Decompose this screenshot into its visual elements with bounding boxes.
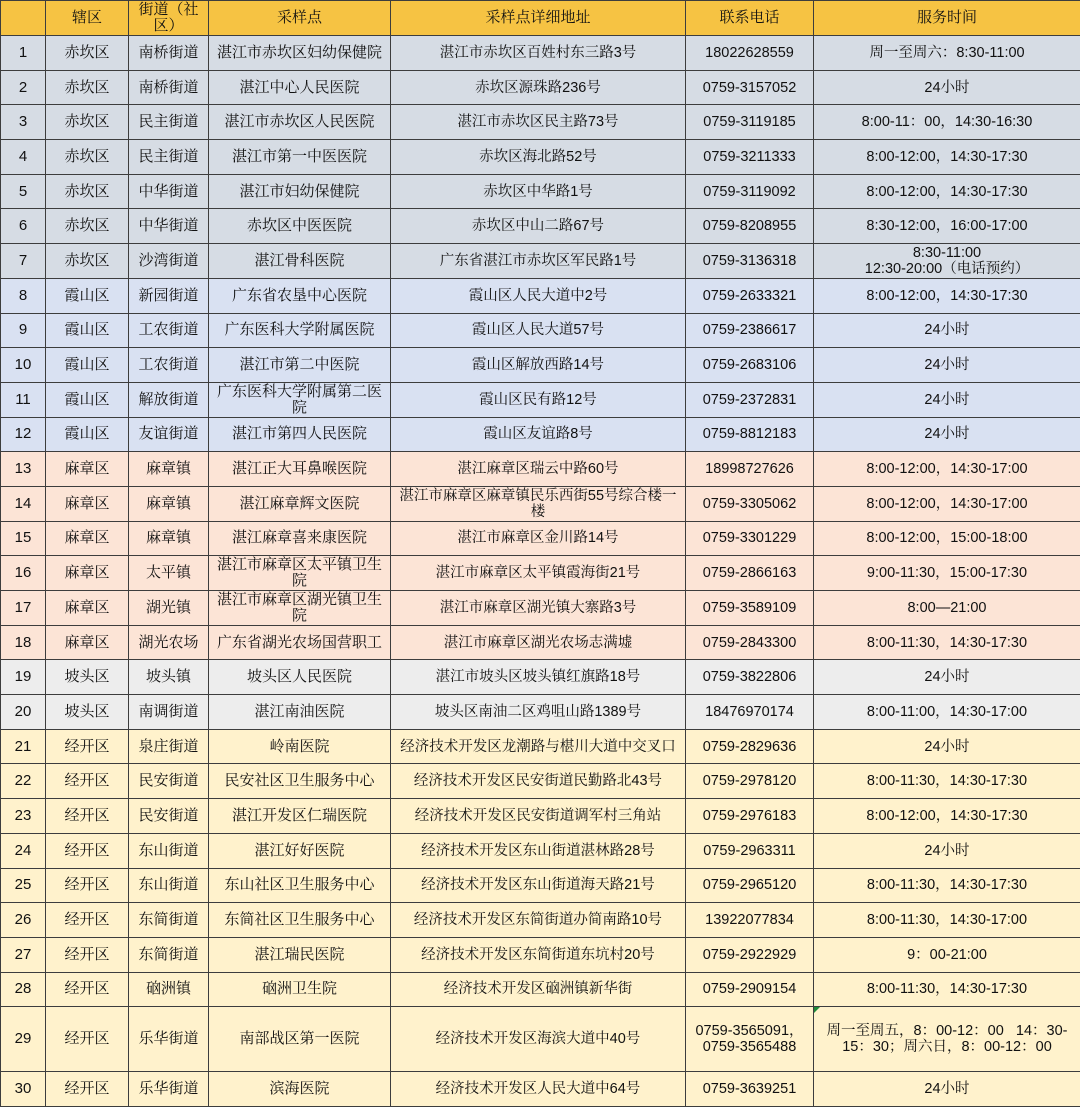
sampling-site-cell: 广东医科大学附属医院 xyxy=(209,313,391,348)
table-row xyxy=(1,695,1080,730)
street-cell: 麻章镇 xyxy=(129,452,209,487)
table-row xyxy=(1,729,1080,764)
sampling-site-cell: 硇洲卫生院 xyxy=(209,972,391,1007)
street-cell: 硇洲镇 xyxy=(129,972,209,1007)
header-site: 采样点 xyxy=(209,1,391,36)
row-number: 29 xyxy=(1,1007,46,1072)
address-cell: 霞山区人民大道中2号 xyxy=(391,278,686,313)
table-row xyxy=(1,348,1080,383)
phone-cell: 0759-3822806 xyxy=(686,660,814,695)
sampling-site-cell: 湛江瑞民医院 xyxy=(209,937,391,972)
table-row xyxy=(1,625,1080,660)
phone-cell: 0759-2386617 xyxy=(686,313,814,348)
table-row xyxy=(1,313,1080,348)
street-cell: 工农街道 xyxy=(129,313,209,348)
table-row xyxy=(1,452,1080,487)
row-number: 7 xyxy=(1,244,46,279)
street-cell: 太平镇 xyxy=(129,556,209,591)
service-hours-cell: 24小时 xyxy=(814,70,1080,105)
address-cell: 坡头区南油二区鸡咀山路1389号 xyxy=(391,695,686,730)
street-cell: 东山街道 xyxy=(129,868,209,903)
sampling-site-cell: 广东省湖光农场国营职工 xyxy=(209,625,391,660)
table-row xyxy=(1,209,1080,244)
row-number: 12 xyxy=(1,417,46,452)
service-hours-cell: 24小时 xyxy=(814,660,1080,695)
sampling-site-cell: 湛江骨科医院 xyxy=(209,244,391,279)
district-cell: 霞山区 xyxy=(46,417,129,452)
district-cell: 霞山区 xyxy=(46,348,129,383)
header-address: 采样点详细地址 xyxy=(391,1,686,36)
service-hours-cell: 8:00-12:00，14:30-17:30 xyxy=(814,278,1080,313)
phone-cell: 0759-2683106 xyxy=(686,348,814,383)
table-row xyxy=(1,868,1080,903)
district-cell: 经开区 xyxy=(46,868,129,903)
address-cell: 经济技术开发区东简街道办简南路10号 xyxy=(391,903,686,938)
street-cell: 乐华街道 xyxy=(129,1007,209,1072)
service-hours-cell: 9：00-21:00 xyxy=(814,937,1080,972)
service-hours-cell: 8:00-11:30，14:30-17:00 xyxy=(814,903,1080,938)
table-row xyxy=(1,764,1080,799)
district-cell: 经开区 xyxy=(46,799,129,834)
row-number: 13 xyxy=(1,452,46,487)
street-cell: 中华街道 xyxy=(129,174,209,209)
service-hours-text: 周一至周五，8：00-12：00 14：30-15：30；周六日，8：00-12：00 xyxy=(826,1023,1068,1056)
sampling-site-cell: 湛江开发区仁瑞医院 xyxy=(209,799,391,834)
row-number: 19 xyxy=(1,660,46,695)
row-number: 17 xyxy=(1,591,46,626)
address-cell: 霞山区友谊路8号 xyxy=(391,417,686,452)
service-hours-cell: 8:00-12:00，15:00-18:00 xyxy=(814,521,1080,556)
table-row xyxy=(1,417,1080,452)
row-number: 23 xyxy=(1,799,46,834)
sampling-site-cell: 广东医科大学附属第二医院 xyxy=(209,382,391,417)
district-cell: 麻章区 xyxy=(46,521,129,556)
address-cell: 经济技术开发区东山街道湛林路28号 xyxy=(391,833,686,868)
district-cell: 赤坎区 xyxy=(46,174,129,209)
phone-cell: 0759-3639251 xyxy=(686,1071,814,1106)
table-row xyxy=(1,105,1080,140)
table-row xyxy=(1,903,1080,938)
table-row xyxy=(1,244,1080,279)
row-number: 5 xyxy=(1,174,46,209)
corner-indicator-icon xyxy=(814,1007,820,1013)
street-cell: 南桥街道 xyxy=(129,70,209,105)
address-cell: 霞山区解放西路14号 xyxy=(391,348,686,383)
district-cell: 坡头区 xyxy=(46,695,129,730)
row-number: 1 xyxy=(1,36,46,71)
address-cell: 霞山区人民大道57号 xyxy=(391,313,686,348)
row-number: 25 xyxy=(1,868,46,903)
service-hours-cell: 9:00-11:30，15:00-17:30 xyxy=(814,556,1080,591)
street-cell: 东简街道 xyxy=(129,937,209,972)
table-row xyxy=(1,1071,1080,1106)
service-hours-cell: 8:00-12:00，14:30-17:30 xyxy=(814,140,1080,175)
phone-cell: 0759-2965120 xyxy=(686,868,814,903)
district-cell: 赤坎区 xyxy=(46,244,129,279)
row-number: 10 xyxy=(1,348,46,383)
address-cell: 经济技术开发区硇洲镇新华街 xyxy=(391,972,686,1007)
table-row xyxy=(1,70,1080,105)
service-hours-cell: 8:00-11:30，14:30-17:30 xyxy=(814,972,1080,1007)
address-cell: 经济技术开发区民安街道民勤路北43号 xyxy=(391,764,686,799)
sampling-site-cell: 湛江市第二中医院 xyxy=(209,348,391,383)
street-cell: 中华街道 xyxy=(129,209,209,244)
row-number: 28 xyxy=(1,972,46,1007)
sampling-site-cell: 湛江麻章喜来康医院 xyxy=(209,521,391,556)
service-hours-cell: 24小时 xyxy=(814,417,1080,452)
service-hours-cell: 8:00-11:30，14:30-17:30 xyxy=(814,625,1080,660)
service-hours-cell: 24小时 xyxy=(814,833,1080,868)
table-row xyxy=(1,278,1080,313)
service-hours-cell xyxy=(814,1007,1080,1072)
sampling-site-cell: 滨海医院 xyxy=(209,1071,391,1106)
row-number: 8 xyxy=(1,278,46,313)
district-cell: 霞山区 xyxy=(46,382,129,417)
service-hours-cell: 24小时 xyxy=(814,382,1080,417)
table-row xyxy=(1,382,1080,417)
service-hours-cell: 8:00-11:30，14:30-17:30 xyxy=(814,764,1080,799)
sampling-site-cell: 湛江市赤坎区人民医院 xyxy=(209,105,391,140)
district-cell: 经开区 xyxy=(46,729,129,764)
sampling-site-cell: 湛江中心人民医院 xyxy=(209,70,391,105)
header-district: 辖区 xyxy=(46,1,129,36)
phone-cell: 0759-8812183 xyxy=(686,417,814,452)
service-hours-cell: 8:00—21:00 xyxy=(814,591,1080,626)
service-hours-cell: 24小时 xyxy=(814,1071,1080,1106)
sampling-site-cell: 湛江市妇幼保健院 xyxy=(209,174,391,209)
table-row xyxy=(1,521,1080,556)
address-cell: 湛江市麻章区湖光农场志满墟 xyxy=(391,625,686,660)
street-cell: 坡头镇 xyxy=(129,660,209,695)
street-cell: 解放街道 xyxy=(129,382,209,417)
address-cell: 霞山区民有路12号 xyxy=(391,382,686,417)
service-hours-cell: 周一至周六：8:30-11:00 xyxy=(814,36,1080,71)
address-cell: 广东省湛江市赤坎区军民路1号 xyxy=(391,244,686,279)
street-cell: 湖光农场 xyxy=(129,625,209,660)
phone-cell: 0759-3119185 xyxy=(686,105,814,140)
table-row xyxy=(1,174,1080,209)
address-cell: 湛江市坡头区坡头镇红旗路18号 xyxy=(391,660,686,695)
row-number: 2 xyxy=(1,70,46,105)
service-hours-cell: 8:00-12:00，14:30-17:00 xyxy=(814,486,1080,521)
phone-cell: 0759-2963311 xyxy=(686,833,814,868)
district-cell: 经开区 xyxy=(46,937,129,972)
address-cell: 经济技术开发区民安街道调军村三角站 xyxy=(391,799,686,834)
service-hours-cell: 8:00-11:00，14:30-17:00 xyxy=(814,695,1080,730)
street-cell: 湖光镇 xyxy=(129,591,209,626)
district-cell: 麻章区 xyxy=(46,625,129,660)
street-cell: 新园街道 xyxy=(129,278,209,313)
street-cell: 南调街道 xyxy=(129,695,209,730)
phone-cell: 13922077834 xyxy=(686,903,814,938)
street-cell: 民主街道 xyxy=(129,140,209,175)
phone-cell: 0759-3119092 xyxy=(686,174,814,209)
address-cell: 赤坎区海北路52号 xyxy=(391,140,686,175)
phone-cell: 18998727626 xyxy=(686,452,814,487)
table-row xyxy=(1,937,1080,972)
table-row xyxy=(1,556,1080,591)
phone-cell: 18476970174 xyxy=(686,695,814,730)
table-row xyxy=(1,36,1080,71)
address-cell: 赤坎区中华路1号 xyxy=(391,174,686,209)
phone-cell: 0759-2372831 xyxy=(686,382,814,417)
sampling-site-cell: 湛江市麻章区太平镇卫生院 xyxy=(209,556,391,591)
row-number: 11 xyxy=(1,382,46,417)
district-cell: 坡头区 xyxy=(46,660,129,695)
address-cell: 赤坎区中山二路67号 xyxy=(391,209,686,244)
address-cell: 经济技术开发区龙潮路与椹川大道中交叉口 xyxy=(391,729,686,764)
sampling-site-cell: 广东省农垦中心医院 xyxy=(209,278,391,313)
sampling-site-cell: 东简社区卫生服务中心 xyxy=(209,903,391,938)
row-number: 14 xyxy=(1,486,46,521)
street-cell: 东简街道 xyxy=(129,903,209,938)
table-row xyxy=(1,1007,1080,1072)
row-number: 24 xyxy=(1,833,46,868)
district-cell: 麻章区 xyxy=(46,556,129,591)
phone-cell: 0759-2978120 xyxy=(686,764,814,799)
phone-cell: 0759-8208955 xyxy=(686,209,814,244)
phone-cell: 0759-3157052 xyxy=(686,70,814,105)
table-row xyxy=(1,486,1080,521)
table-header xyxy=(1,1,1080,36)
district-cell: 麻章区 xyxy=(46,486,129,521)
row-number: 26 xyxy=(1,903,46,938)
address-cell: 湛江市麻章区太平镇霞海街21号 xyxy=(391,556,686,591)
phone-cell: 0759-2922929 xyxy=(686,937,814,972)
sampling-site-cell: 湛江市第一中医医院 xyxy=(209,140,391,175)
row-number: 15 xyxy=(1,521,46,556)
district-cell: 霞山区 xyxy=(46,278,129,313)
sampling-site-cell: 赤坎区中医医院 xyxy=(209,209,391,244)
sampling-site-cell: 湛江正大耳鼻喉医院 xyxy=(209,452,391,487)
district-cell: 麻章区 xyxy=(46,452,129,487)
table-body xyxy=(1,36,1080,1107)
street-cell: 沙湾街道 xyxy=(129,244,209,279)
street-cell: 麻章镇 xyxy=(129,486,209,521)
row-number: 20 xyxy=(1,695,46,730)
address-cell: 湛江市赤坎区民主路73号 xyxy=(391,105,686,140)
district-cell: 经开区 xyxy=(46,972,129,1007)
address-cell: 经济技术开发区东简街道东坑村20号 xyxy=(391,937,686,972)
district-cell: 经开区 xyxy=(46,1071,129,1106)
row-number: 3 xyxy=(1,105,46,140)
phone-cell: 0759-3211333 xyxy=(686,140,814,175)
service-hours-cell: 8:00-12:00，14:30-17:00 xyxy=(814,452,1080,487)
phone-cell: 0759-3136318 xyxy=(686,244,814,279)
sampling-site-cell: 湛江市第四人民医院 xyxy=(209,417,391,452)
district-cell: 经开区 xyxy=(46,833,129,868)
address-cell: 湛江市麻章区麻章镇民乐西街55号综合楼一楼 xyxy=(391,486,686,521)
sampling-site-cell: 岭南医院 xyxy=(209,729,391,764)
table-row xyxy=(1,833,1080,868)
street-cell: 友谊街道 xyxy=(129,417,209,452)
street-cell: 民主街道 xyxy=(129,105,209,140)
service-hours-cell: 8:00-11:30，14:30-17:30 xyxy=(814,868,1080,903)
phone-cell: 0759-2866163 xyxy=(686,556,814,591)
header-phone: 联系电话 xyxy=(686,1,814,36)
district-cell: 经开区 xyxy=(46,764,129,799)
address-cell: 经济技术开发区人民大道中64号 xyxy=(391,1071,686,1106)
phone-cell: 0759-3301229 xyxy=(686,521,814,556)
sampling-site-cell: 东山社区卫生服务中心 xyxy=(209,868,391,903)
district-cell: 经开区 xyxy=(46,1007,129,1072)
phone-cell: 0759-3305062 xyxy=(686,486,814,521)
sampling-site-cell: 湛江市麻章区湖光镇卫生院 xyxy=(209,591,391,626)
street-cell: 乐华街道 xyxy=(129,1071,209,1106)
address-cell: 湛江市赤坎区百姓村东三路3号 xyxy=(391,36,686,71)
street-cell: 工农街道 xyxy=(129,348,209,383)
header-row xyxy=(1,1,1080,36)
sampling-site-cell: 南部战区第一医院 xyxy=(209,1007,391,1072)
district-cell: 赤坎区 xyxy=(46,36,129,71)
address-cell: 经济技术开发区海滨大道中40号 xyxy=(391,1007,686,1072)
sampling-site-cell: 湛江麻章辉文医院 xyxy=(209,486,391,521)
phone-cell: 0759-2633321 xyxy=(686,278,814,313)
street-cell: 民安街道 xyxy=(129,799,209,834)
address-cell: 湛江市麻章区湖光镇大寨路3号 xyxy=(391,591,686,626)
service-hours-cell: 8:30-11:00 12:30-20:00（电话预约） xyxy=(814,244,1080,279)
row-number: 9 xyxy=(1,313,46,348)
phone-cell: 18022628559 xyxy=(686,36,814,71)
phone-cell: 0759-2976183 xyxy=(686,799,814,834)
header-street: 街道（社区） xyxy=(129,1,209,36)
sampling-site-cell: 湛江好好医院 xyxy=(209,833,391,868)
service-hours-cell: 8:30-12:00，16:00-17:00 xyxy=(814,209,1080,244)
sampling-site-cell: 民安社区卫生服务中心 xyxy=(209,764,391,799)
phone-cell: 0759-2829636 xyxy=(686,729,814,764)
district-cell: 麻章区 xyxy=(46,591,129,626)
phone-cell: 0759-2909154 xyxy=(686,972,814,1007)
row-number: 6 xyxy=(1,209,46,244)
district-cell: 赤坎区 xyxy=(46,70,129,105)
header-index xyxy=(1,1,46,36)
district-cell: 赤坎区 xyxy=(46,140,129,175)
street-cell: 南桥街道 xyxy=(129,36,209,71)
row-number: 21 xyxy=(1,729,46,764)
street-cell: 民安街道 xyxy=(129,764,209,799)
street-cell: 泉庄街道 xyxy=(129,729,209,764)
district-cell: 霞山区 xyxy=(46,313,129,348)
row-number: 16 xyxy=(1,556,46,591)
service-hours-cell: 8:00-12:00，14:30-17:30 xyxy=(814,174,1080,209)
table-row xyxy=(1,660,1080,695)
phone-cell: 0759-2843300 xyxy=(686,625,814,660)
phone-cell: 0759-3589109 xyxy=(686,591,814,626)
table-row xyxy=(1,140,1080,175)
district-cell: 赤坎区 xyxy=(46,105,129,140)
address-cell: 湛江市麻章区金川路14号 xyxy=(391,521,686,556)
phone-cell: 0759-3565091，0759-3565488 xyxy=(686,1007,814,1072)
service-hours-cell: 8:00-11：00，14:30-16:30 xyxy=(814,105,1080,140)
address-cell: 经济技术开发区东山街道海天路21号 xyxy=(391,868,686,903)
address-cell: 湛江麻章区瑞云中路60号 xyxy=(391,452,686,487)
row-number: 30 xyxy=(1,1071,46,1106)
row-number: 22 xyxy=(1,764,46,799)
district-cell: 赤坎区 xyxy=(46,209,129,244)
service-hours-cell: 24小时 xyxy=(814,313,1080,348)
address-cell: 赤坎区源珠路236号 xyxy=(391,70,686,105)
table-row xyxy=(1,972,1080,1007)
district-cell: 经开区 xyxy=(46,903,129,938)
row-number: 18 xyxy=(1,625,46,660)
service-hours-cell: 24小时 xyxy=(814,348,1080,383)
sampling-site-cell: 湛江南油医院 xyxy=(209,695,391,730)
table-row xyxy=(1,591,1080,626)
row-number: 27 xyxy=(1,937,46,972)
sampling-site-cell: 湛江市赤坎区妇幼保健院 xyxy=(209,36,391,71)
street-cell: 东山街道 xyxy=(129,833,209,868)
service-hours-cell: 24小时 xyxy=(814,729,1080,764)
row-number: 4 xyxy=(1,140,46,175)
service-hours-cell: 8:00-12:00，14:30-17:30 xyxy=(814,799,1080,834)
street-cell: 麻章镇 xyxy=(129,521,209,556)
sampling-site-cell: 坡头区人民医院 xyxy=(209,660,391,695)
table-row xyxy=(1,799,1080,834)
header-hours: 服务时间 xyxy=(814,1,1080,36)
